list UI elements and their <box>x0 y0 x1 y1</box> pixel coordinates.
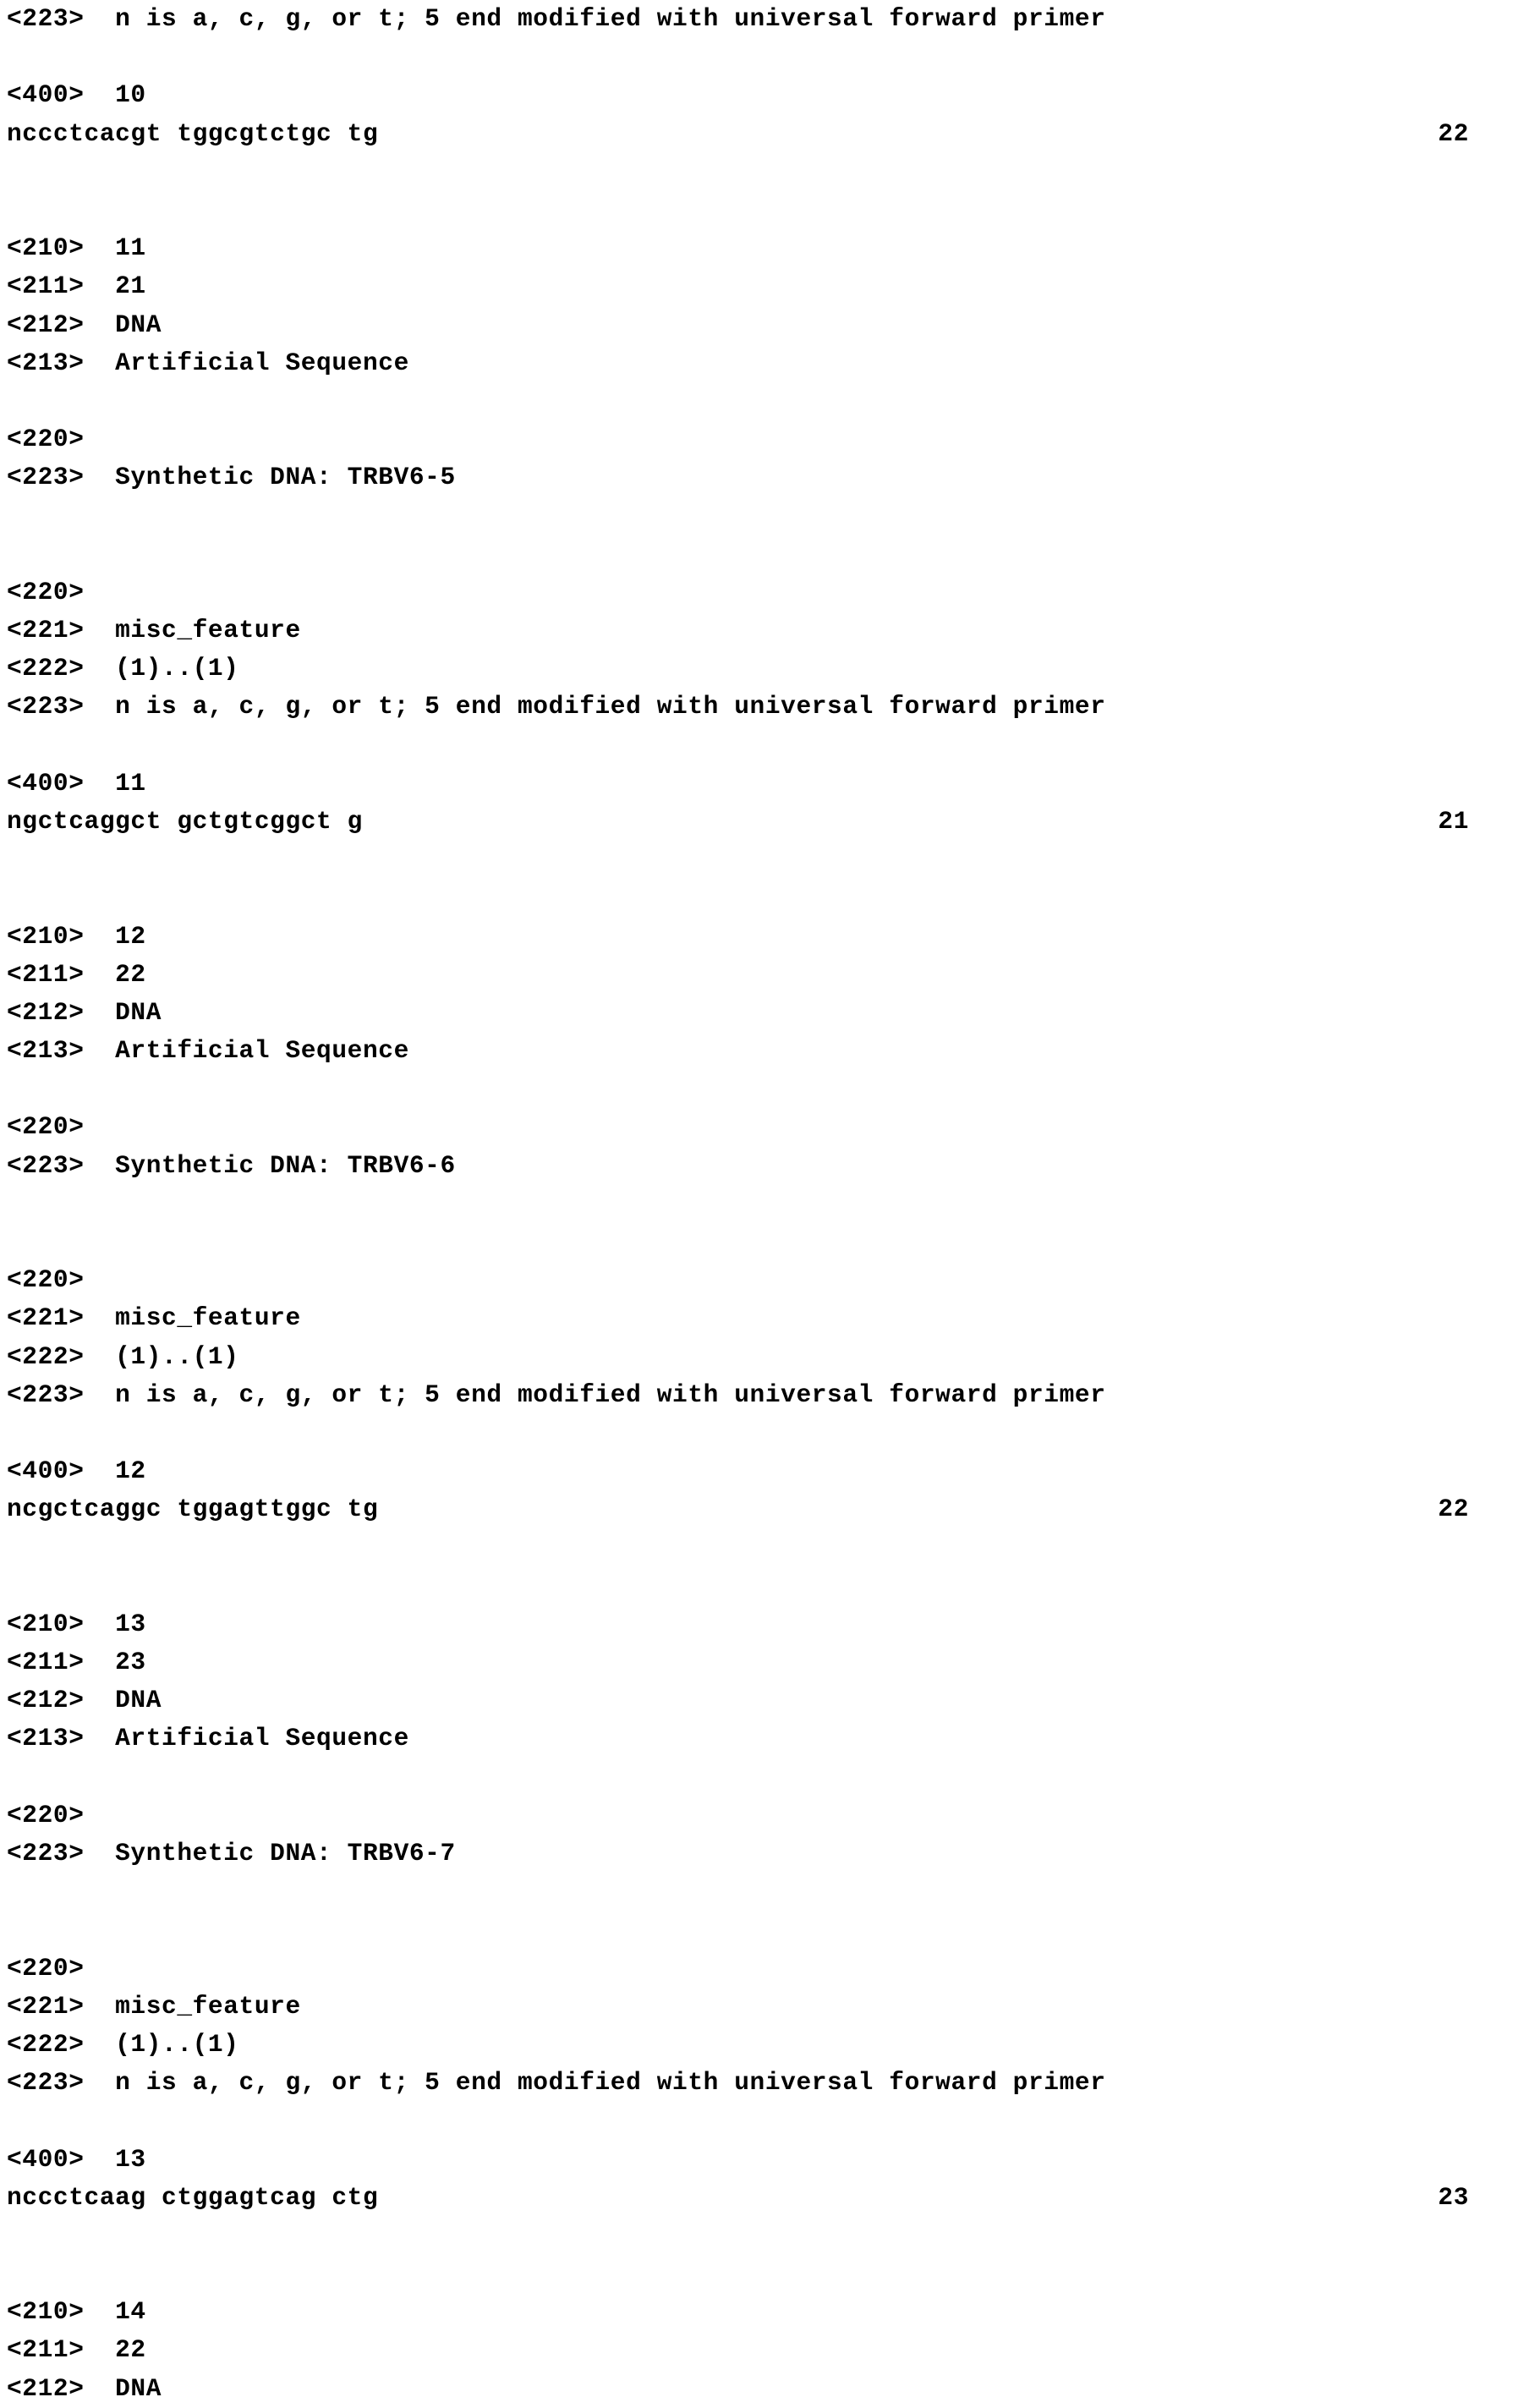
blank-line <box>0 2102 1493 2140</box>
listing-line <box>0 2179 1493 2217</box>
listing-line-text: nccctcacgt tggcgtctgc tg <box>7 118 379 148</box>
listing-line-text: <400> 13 <box>7 2144 146 2174</box>
listing-line-text: <210> 11 <box>7 233 146 263</box>
listing-line <box>0 2141 1493 2179</box>
listing-line <box>0 918 1493 956</box>
blank-line <box>0 1223 1493 1261</box>
listing-line-text: <223> Synthetic DNA: TRBV6-5 <box>7 463 456 492</box>
listing-line <box>0 994 1493 1032</box>
listing-line <box>0 1720 1493 1758</box>
listing-line <box>0 344 1493 382</box>
listing-line-text: <221> misc_feature <box>7 1991 301 2021</box>
listing-line-text: <220> <box>7 1953 85 1983</box>
listing-line <box>0 115 1493 153</box>
blank-line <box>0 38 1493 76</box>
blank-line <box>0 1529 1493 1567</box>
listing-line <box>0 1299 1493 1337</box>
listing-line-text: ngctcaggct gctgtcggct g <box>7 806 363 836</box>
listing-line <box>0 76 1493 114</box>
listing-line-text: <213> Artificial Sequence <box>7 1036 409 1066</box>
blank-line <box>0 1185 1493 1223</box>
listing-line <box>0 803 1493 841</box>
listing-line-text: <400> 12 <box>7 1456 146 1486</box>
listing-line-text: <220> <box>7 1800 85 1829</box>
listing-line <box>0 1032 1493 1070</box>
listing-line-text: <223> n is a, c, g, or t; 5 end modified with universal forward primer <box>7 2068 1106 2098</box>
blank-line <box>0 1567 1493 1605</box>
listing-line-text: <223> n is a, c, g, or t; 5 end modified with universal forward primer <box>7 1380 1106 1409</box>
sequence-length-number: 21 <box>1438 806 1469 836</box>
listing-line <box>0 2026 1493 2064</box>
blank-line <box>0 1414 1493 1452</box>
listing-line-text: <400> 11 <box>7 768 146 798</box>
listing-line <box>0 1338 1493 1376</box>
listing-line-text: <213> Artificial Sequence <box>7 1724 409 1753</box>
listing-line <box>0 1108 1493 1146</box>
listing-line <box>0 1988 1493 2026</box>
listing-line <box>0 229 1493 267</box>
blank-line <box>0 382 1493 420</box>
listing-line <box>0 420 1493 458</box>
listing-line-text: <223> n is a, c, g, or t; 5 end modified with universal forward primer <box>7 4 1106 33</box>
listing-line <box>0 1605 1493 1643</box>
listing-line-text: <221> misc_feature <box>7 1303 301 1333</box>
listing-line-text: <212> DNA <box>7 997 162 1027</box>
blank-line <box>0 879 1493 917</box>
listing-line <box>0 688 1493 726</box>
listing-line <box>0 2293 1493 2331</box>
listing-line-text: <211> 23 <box>7 1648 146 1677</box>
listing-line-text: <222> (1)..(1) <box>7 2029 239 2059</box>
listing-line <box>0 573 1493 612</box>
blank-line <box>0 727 1493 765</box>
listing-line-text: <212> DNA <box>7 310 162 339</box>
listing-line <box>0 1452 1493 1490</box>
listing-line <box>0 1261 1493 1299</box>
listing-line-text: <212> DNA <box>7 2373 162 2403</box>
blank-line <box>0 1873 1493 1911</box>
listing-line <box>0 650 1493 688</box>
blank-line <box>0 153 1493 191</box>
blank-line <box>0 2217 1493 2255</box>
listing-line <box>0 1376 1493 1414</box>
listing-line <box>0 0 1493 38</box>
listing-line-text: <220> <box>7 425 85 454</box>
listing-line-text: <220> <box>7 1112 85 1142</box>
listing-line-text: <213> Artificial Sequence <box>7 348 409 377</box>
listing-line-text: <210> 13 <box>7 1609 146 1638</box>
listing-line <box>0 2370 1493 2408</box>
sequence-length-number: 22 <box>1438 118 1469 148</box>
listing-line-text: <211> 21 <box>7 272 146 301</box>
listing-line <box>0 2064 1493 2102</box>
listing-line-text: <221> misc_feature <box>7 616 301 645</box>
listing-line <box>0 1643 1493 1681</box>
listing-line-text: <223> Synthetic DNA: TRBV6-7 <box>7 1839 456 1868</box>
listing-line-text: <223> Synthetic DNA: TRBV6-6 <box>7 1150 456 1180</box>
listing-line-text: <220> <box>7 1265 85 1295</box>
listing-line-text: <212> DNA <box>7 1686 162 1715</box>
blank-line <box>0 1758 1493 1796</box>
blank-line <box>0 2255 1493 2293</box>
listing-line-text: <222> (1)..(1) <box>7 654 239 683</box>
listing-line <box>0 1796 1493 1835</box>
listing-line <box>0 2331 1493 2369</box>
listing-line <box>0 1147 1493 1185</box>
listing-line-text: <223> n is a, c, g, or t; 5 end modified with universal forward primer <box>7 692 1106 721</box>
listing-line-text: <400> 10 <box>7 80 146 110</box>
listing-line-text: ncgctcaggc tggagttggc tg <box>7 1495 379 1524</box>
listing-line-text: <211> 22 <box>7 2335 146 2365</box>
blank-line <box>0 1070 1493 1108</box>
listing-line <box>0 1835 1493 1873</box>
blank-line <box>0 841 1493 879</box>
sequence-length-number: 23 <box>1438 2182 1469 2212</box>
blank-line <box>0 191 1493 229</box>
blank-line <box>0 535 1493 573</box>
listing-line <box>0 765 1493 803</box>
listing-line-text: <210> 14 <box>7 2297 146 2327</box>
listing-line <box>0 956 1493 994</box>
listing-line <box>0 306 1493 344</box>
listing-line-text: <210> 12 <box>7 921 146 951</box>
listing-line-text: <222> (1)..(1) <box>7 1341 239 1371</box>
blank-line <box>0 1911 1493 1949</box>
listing-line <box>0 458 1493 496</box>
sequence-length-number: 22 <box>1438 1495 1469 1524</box>
listing-line <box>0 1681 1493 1720</box>
listing-line <box>0 267 1493 305</box>
listing-line-text: nccctcaag ctggagtcag ctg <box>7 2182 379 2212</box>
listing-line <box>0 1490 1493 1528</box>
listing-line-text: <220> <box>7 577 85 606</box>
listing-line <box>0 612 1493 650</box>
listing-line <box>0 1950 1493 1988</box>
blank-line <box>0 496 1493 535</box>
listing-line-text: <211> 22 <box>7 959 146 989</box>
